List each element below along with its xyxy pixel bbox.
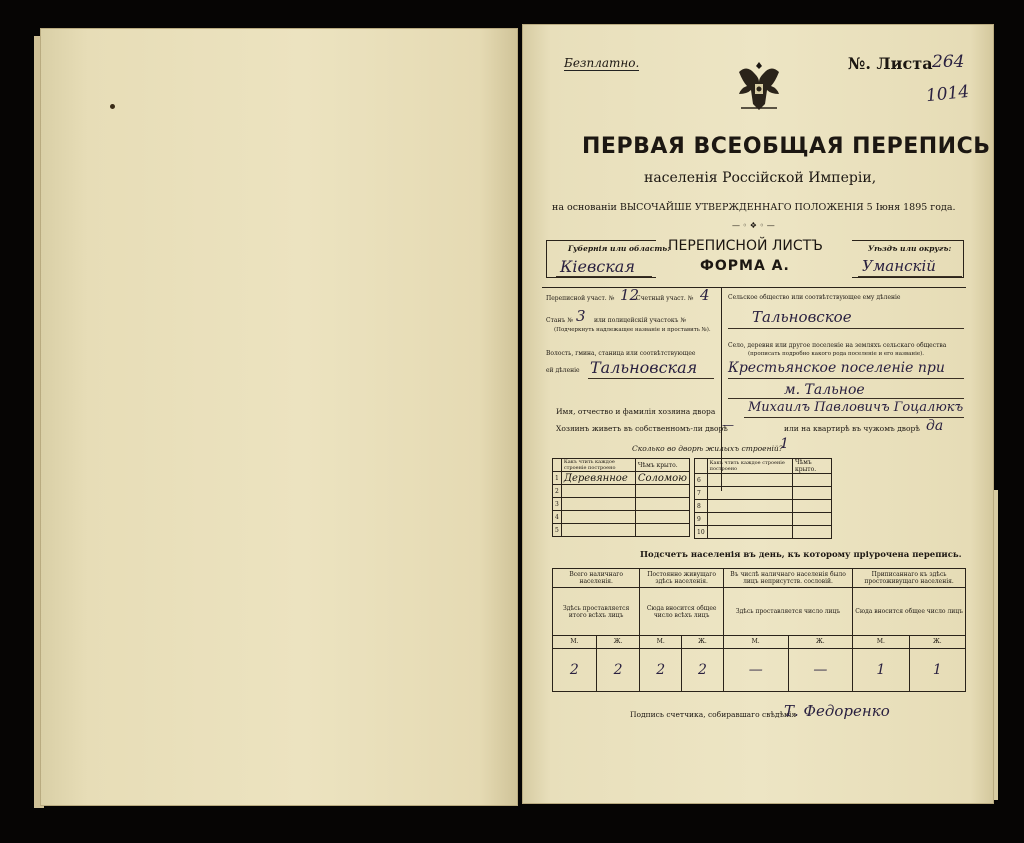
district-label: Уѣздъ или округъ: [868,244,952,253]
stan-label: Станъ № [546,317,573,324]
group-registered: Приписаннаго къ здѣсь простоживущаго населенія. [853,569,966,588]
table-row: 4 [553,511,690,524]
table-row: 5 [553,524,690,537]
double-headed-eagle-emblem-icon [727,54,791,118]
buildings-value: 1 [780,436,789,452]
table-row: 7 [695,487,832,500]
form-letter-label: ФОРМА А. [700,258,790,274]
province-label: Губернія или область: [568,244,670,253]
village-underline-2 [728,398,964,399]
rented-label: или на квартирѣ въ чужомъ дворѣ [784,424,920,433]
divider-ornament: — ◦ ❖ ◦ — [732,221,775,230]
left-page-blank [40,28,518,806]
sheet-number-value: 264 [932,52,965,72]
police-district-label: или полицейскій участокъ № [594,317,687,324]
village-value-2: м. Тальное [784,382,865,398]
buildings-label: Сколько во дворѣ жилыхъ строеній? [632,444,783,453]
volost-label-cont: ей дѣленіе [546,367,580,374]
rented-value: да [926,418,944,434]
volost-value: Тальновская [590,358,698,377]
group-permanent: Постоянно живущаго здѣсь населенія. [640,569,723,588]
census-district-value: 12 [620,286,640,304]
volost-underline [588,378,714,379]
form-title: ПЕРВАЯ ВСЕОБЩАЯ ПЕРЕПИСЬ [582,134,991,159]
legal-basis: на основаніи ВЫСОЧАЙШЕ УТВЕРЖДЕННАГО ПОЛОЖЕНІЯ 5 Іюня 1895 года. [552,202,956,213]
table-row: 2 [553,485,690,498]
buildings-table-right: Какъ чтить каждое строеніе построено Чѣмъ крыто. 6 7 8 9 10 [694,458,832,539]
buildings-table-left [552,458,690,537]
society-label: Сельское общество или соотвѣтствующее ему дѣленіе [728,294,901,301]
volost-label: Волость, гмина, станица или соотвѣтствующее [546,350,696,357]
free-label: Безплатно. [564,56,640,70]
owner-label: Имя, отчество и фамилія хозяина двора [556,407,716,416]
table-row: 8 [695,500,832,513]
margin-number: 1014 [925,81,971,107]
stan-value: 3 [576,307,586,325]
owner-value: Михаилъ Павловичъ Гоцалюкъ [748,400,964,415]
table-row: 1 Деревянное Соломою [553,472,690,485]
group-total: Всего наличнаго населенія. [553,569,640,588]
sheet-number-label: №. Листа [848,54,933,73]
form-subtitle: населенія Россійской Имперіи, [644,170,877,186]
table-row: 10 [695,526,832,539]
counting-district-label: Счетный участ. № [636,295,694,302]
table-row: 2 2 2 2 — — 1 1 [553,648,966,691]
population-table: Всего наличнаго населенія. Постоянно живущаго здѣсь населенія. Въ числѣ наличнаго населенія было лицъ неприсутств. сословій. Приписаннаго къ здѣсь простоживущаго населенія. Здѣсь проставляется итого всѣхъ лицъ Сюда вносится общее число всѣхъ лицъ Здѣсь проставляется число лицъ Сюда вносится общее число лицъ М. Ж. М. Ж. М. Ж. М. Ж. 2 2 2 2 — — 1 1 [552,568,966,692]
village-underline [728,378,964,379]
section-divider [542,287,966,288]
village-value: Крестьянское поселеніе при [728,360,945,376]
list-title: ПЕРЕПИСНОЙ ЛИСТЪ [668,238,823,254]
society-underline [728,328,964,329]
society-value: Тальновское [752,308,852,326]
census-form-page [522,24,994,804]
village-note: (прописать подробно какого рода поселеніе и его названіе). [748,351,924,357]
population-heading: Подсчетъ населенія въ день, къ которому пріурочена перепись. [640,550,962,560]
underline-note: (Подчеркнуть надлежащее названіе и проставить №). [554,327,711,333]
buildings-col-material: Какъ чтить каждое строеніе построено [561,459,635,472]
table-row: 3 [553,498,690,511]
province-underline [556,276,652,277]
district-underline [858,276,962,277]
own-house-value: — [722,418,734,432]
ink-spot [110,104,115,109]
table-row: 9 [695,513,832,526]
group-absent: Въ числѣ наличнаго населенія было лицъ неприсутств. сословій. [723,569,852,588]
own-house-label: Хозяинъ живетъ въ собственномъ-ли дворѣ [556,424,728,433]
district-value: Уманскій [862,257,936,275]
province-value: Кіевская [560,257,635,276]
signature-label: Подпись счетчика, собиравшаго свѣдѣнія [630,710,797,719]
village-label: Село, деревня или другое поселеніе на земляхъ сельскаго общества [728,342,947,349]
table-row: 6 [695,474,832,487]
signature-value: Т. Федоренко [784,702,890,720]
counting-district-value: 4 [700,286,710,304]
buildings-col-roof: Чѣмъ крыто. [635,459,689,472]
census-district-label: Переписной участ. № [546,295,615,302]
